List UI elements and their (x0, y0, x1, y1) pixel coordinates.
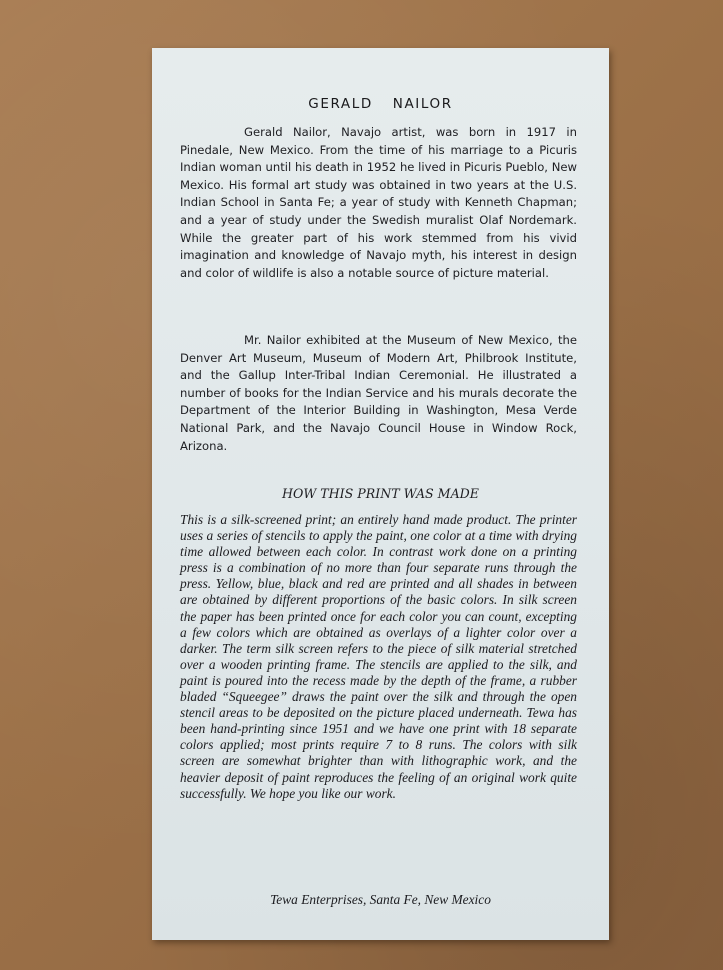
process-description: This is a silk-screened print; an entirely hand made product. The printer uses a series of stencils to apply the paint, one color at a time with drying time allowed between each color. In contrast work done on a printing press is a combination of no more than four separate runs through the press. Yellow, blue, black and red are printed and all shades in between are obtained by different proportions of the basic colors. In silk screen the paper has been printed once for each color you can count, excepting a few colors which are obtained as overlays of a lighter color over a darker. The term silk screen refers to the piece of silk material stretched over a wooden printing frame. The stencils are applied to the silk, and paint is poured into the recess made by the depth of the frame, a rubber bladed “Squeegee” draws the paint over the silk and through the open stencil areas to be deposited on the picture placed underneath. Tewa has been hand-printing since 1951 and we have one print with 18 separate colors applied; most prints require 7 to 8 runs. The colors with silk screen are somewhat brighter than with lithographic work, and the heavier deposit of paint reproduces the feeling of an original work quite successfully. We hope you like our work. (180, 512, 577, 801)
artist-name-title: GERALD NAILOR (308, 96, 453, 112)
biography-paragraph-1: Gerald Nailor, Navajo artist, was born in 1917 in Pinedale, New Mexico. From the time of his marriage to a Picuris Indian woman until his death in 1952 he lived in Picuris Pueblo, New Mexico. His formal art study was obtained in two years at the U.S. Indian School in Santa Fe; a year of study with Kenneth Chapman; and a year of study under the Swedish muralist Olaf Nordemark. While the greater part of his work stemmed from his vivid imagination and knowledge of Navajo myth, his interest in design and color of wildlife is also a notable source of picture material. (180, 125, 577, 280)
publisher-footer: Tewa Enterprises, Santa Fe, New Mexico (270, 892, 491, 907)
process-heading: HOW THIS PRINT WAS MADE (282, 486, 479, 501)
biography-paragraph-2: Mr. Nailor exhibited at the Museum of New Mexico, the Denver Art Museum, Museum of Modern Art, Philbrook Institute, and the Gallup Inter-Tribal Indian Ceremonial. He illustrated a number of books for the Indian Service and his murals decorate the Department of the Interior Building in Washington, Mesa Verde National Park, and the Navajo Council House in Window Rock, Arizona. (180, 333, 577, 453)
info-card (152, 48, 609, 940)
